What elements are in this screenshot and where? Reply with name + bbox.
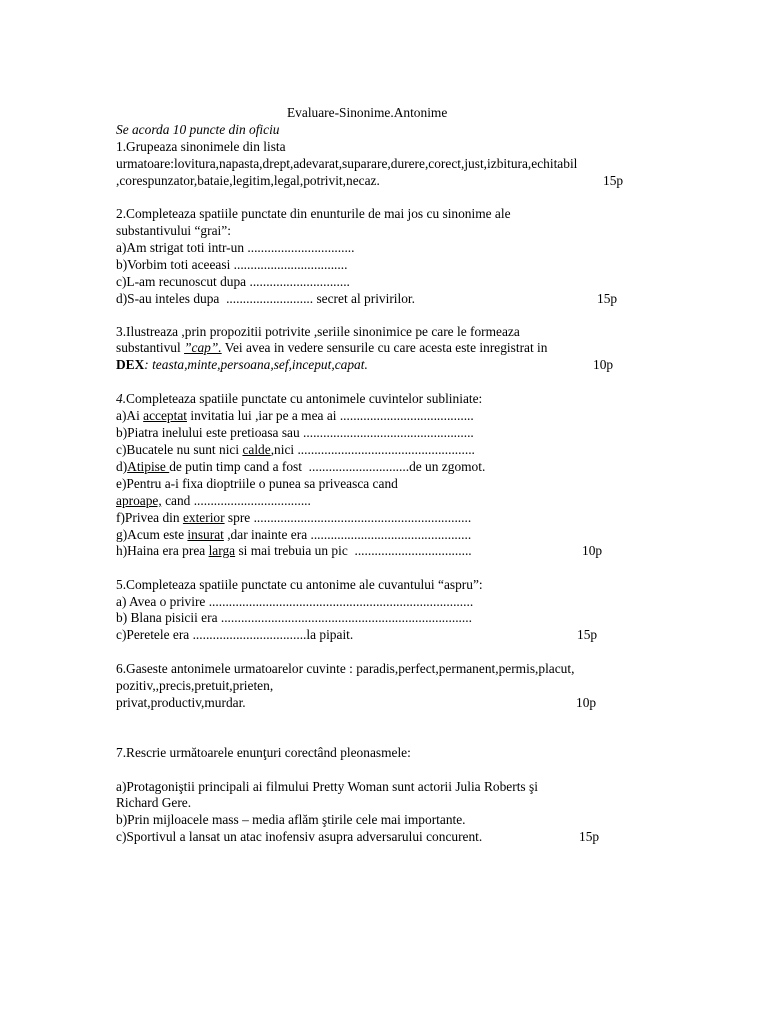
- q7-item-b: b)Prin mijloacele mass – media aflăm ştirile cele mai importante.: [116, 812, 466, 827]
- q4-h-post: si mai trebuia un pic ...................................: [235, 543, 472, 558]
- q4-a-word: acceptat: [143, 408, 188, 423]
- q4-c-post: ,nici .....................................................: [270, 442, 475, 457]
- q4-item-h: [116, 542, 472, 559]
- q4-g-post: ,dar inainte era ................................................: [223, 527, 472, 542]
- q4-f-post: spre .................................................................: [224, 510, 472, 525]
- q3-line1: 3.Ilustreaza ,prin propozitii potrivite ,seriile sinonimice pe care le formeaza: [116, 324, 520, 339]
- q4-instruction: Completeaza spatiile punctate cu antonimele cuvintelor subliniate:: [126, 391, 483, 406]
- q1-line2: urmatoare:lovitura,napasta,drept,adevarat,suparare,durere,corect,just,izbitura,echitabil: [116, 156, 578, 171]
- q1-points: 15p: [603, 173, 624, 188]
- q6-line1: 6.Gaseste antonimele urmatoarelor cuvinte : paradis,perfect,permanent,permis,placut,: [116, 661, 575, 676]
- q7-item-c: c)Sportivul a lansat un atac inofensiv asupra adversarului concurent.: [116, 829, 483, 844]
- q4-item-d: [116, 458, 485, 475]
- q1-line3: ,corespunzator,bataie,legitim,legal,potrivit,necaz.: [116, 173, 380, 188]
- q4-number: 4.: [116, 391, 127, 406]
- q4-item-f: [116, 509, 471, 526]
- q4-h-pre: h)Haina era prea: [116, 543, 209, 558]
- q2-item-d: d)S-au inteles dupa .......................... secret al privirilor.: [116, 291, 415, 306]
- q5-line1: 5.Completeaza spatiile punctate cu antonime ale cuvantului “aspru”:: [116, 577, 483, 592]
- subtitle: Se acorda 10 puncte din oficiu: [116, 122, 280, 137]
- q3-line2-start: substantivul: [116, 340, 185, 355]
- q6-line2: pozitiv,,precis,pretuit,prieten,: [116, 678, 274, 693]
- q4-a-post: invitatia lui ,iar pe a mea ai ........................................: [187, 408, 474, 423]
- q7-item-a1: a)Protagoniştii principali ai filmului Pretty Woman sunt actorii Julia Roberts şi: [116, 779, 538, 794]
- q4-item-g: [116, 526, 471, 543]
- q4-item-c: [116, 441, 475, 458]
- q4-a-pre: a)Ai: [116, 408, 144, 423]
- q3-senses: : teasta,minte,persoana,sef,inceput,capat.: [144, 357, 368, 372]
- q3-points: 10p: [593, 357, 614, 372]
- q5-item-a: a) Avea o privire ...............................................................................: [116, 594, 474, 609]
- q2-line1: 2.Completeaza spatiile punctate din enunturile de mai jos cu sinonime ale: [116, 206, 511, 221]
- q4-d-pre: d): [116, 459, 128, 474]
- q4-d-word: Atipise: [127, 459, 170, 474]
- q5-item-b: b) Blana pisicii era ...........................................................................: [116, 610, 472, 625]
- q4-points: 10p: [582, 543, 603, 558]
- q3-line3: [116, 356, 368, 373]
- q4-e-word: aproape,: [116, 493, 162, 508]
- q4-h-word: larga: [208, 543, 236, 558]
- q1-line1: 1.Grupeaza sinonimele din lista: [116, 139, 286, 154]
- q4-item-b: b)Piatra inelului este pretioasa sau ...................................................: [116, 425, 474, 440]
- q6-line3: privat,productiv,murdar.: [116, 695, 246, 710]
- q4-item-a: [116, 407, 474, 424]
- page-title: Evaluare-Sinonime.Antonime: [287, 105, 448, 120]
- q4-f-word: exterior: [182, 510, 225, 525]
- q4-item-e1: e)Pentru a-i fixa dioptriile o punea sa priveasca cand: [116, 476, 398, 491]
- q4-e-post: cand ...................................: [161, 493, 311, 508]
- q7-item-a2: Richard Gere.: [116, 795, 192, 810]
- q5-points: 15p: [577, 627, 598, 642]
- q4-d-post: de putin timp cand a fost ..............................de un zgomot.: [169, 459, 486, 474]
- q4-item-e2: [116, 492, 311, 509]
- q4-c-word: calde: [242, 442, 271, 457]
- q3-line2-end: Vei avea in vedere sensurile cu care acesta este inregistrat in: [221, 340, 548, 355]
- q2-item-b: b)Vorbim toti aceeasi ..................................: [116, 257, 348, 272]
- q3-dex: DEX: [116, 357, 145, 372]
- q7-line1: 7.Rescrie următoarele enunţuri corectând pleonasmele:: [116, 745, 411, 760]
- q4-g-word: insurat: [187, 527, 224, 542]
- q2-item-c: c)L-am recunoscut dupa ..............................: [116, 274, 350, 289]
- q4-line1: [116, 390, 482, 407]
- q6-points: 10p: [576, 695, 597, 710]
- q2-line2: substantivului “grai”:: [116, 223, 231, 238]
- q5-item-c: c)Peretele era ..................................la pipait.: [116, 627, 354, 642]
- q3-keyword-cap: ”cap”.: [184, 340, 222, 355]
- q2-points: 15p: [597, 291, 618, 306]
- q4-f-pre: f)Privea din: [116, 510, 183, 525]
- q4-g-pre: g)Acum este: [116, 527, 188, 542]
- q4-c-pre: c)Bucatele nu sunt nici: [116, 442, 243, 457]
- q3-line2: [116, 339, 547, 356]
- q2-item-a: a)Am strigat toti intr-un ................................: [116, 240, 355, 255]
- q7-points: 15p: [579, 829, 600, 844]
